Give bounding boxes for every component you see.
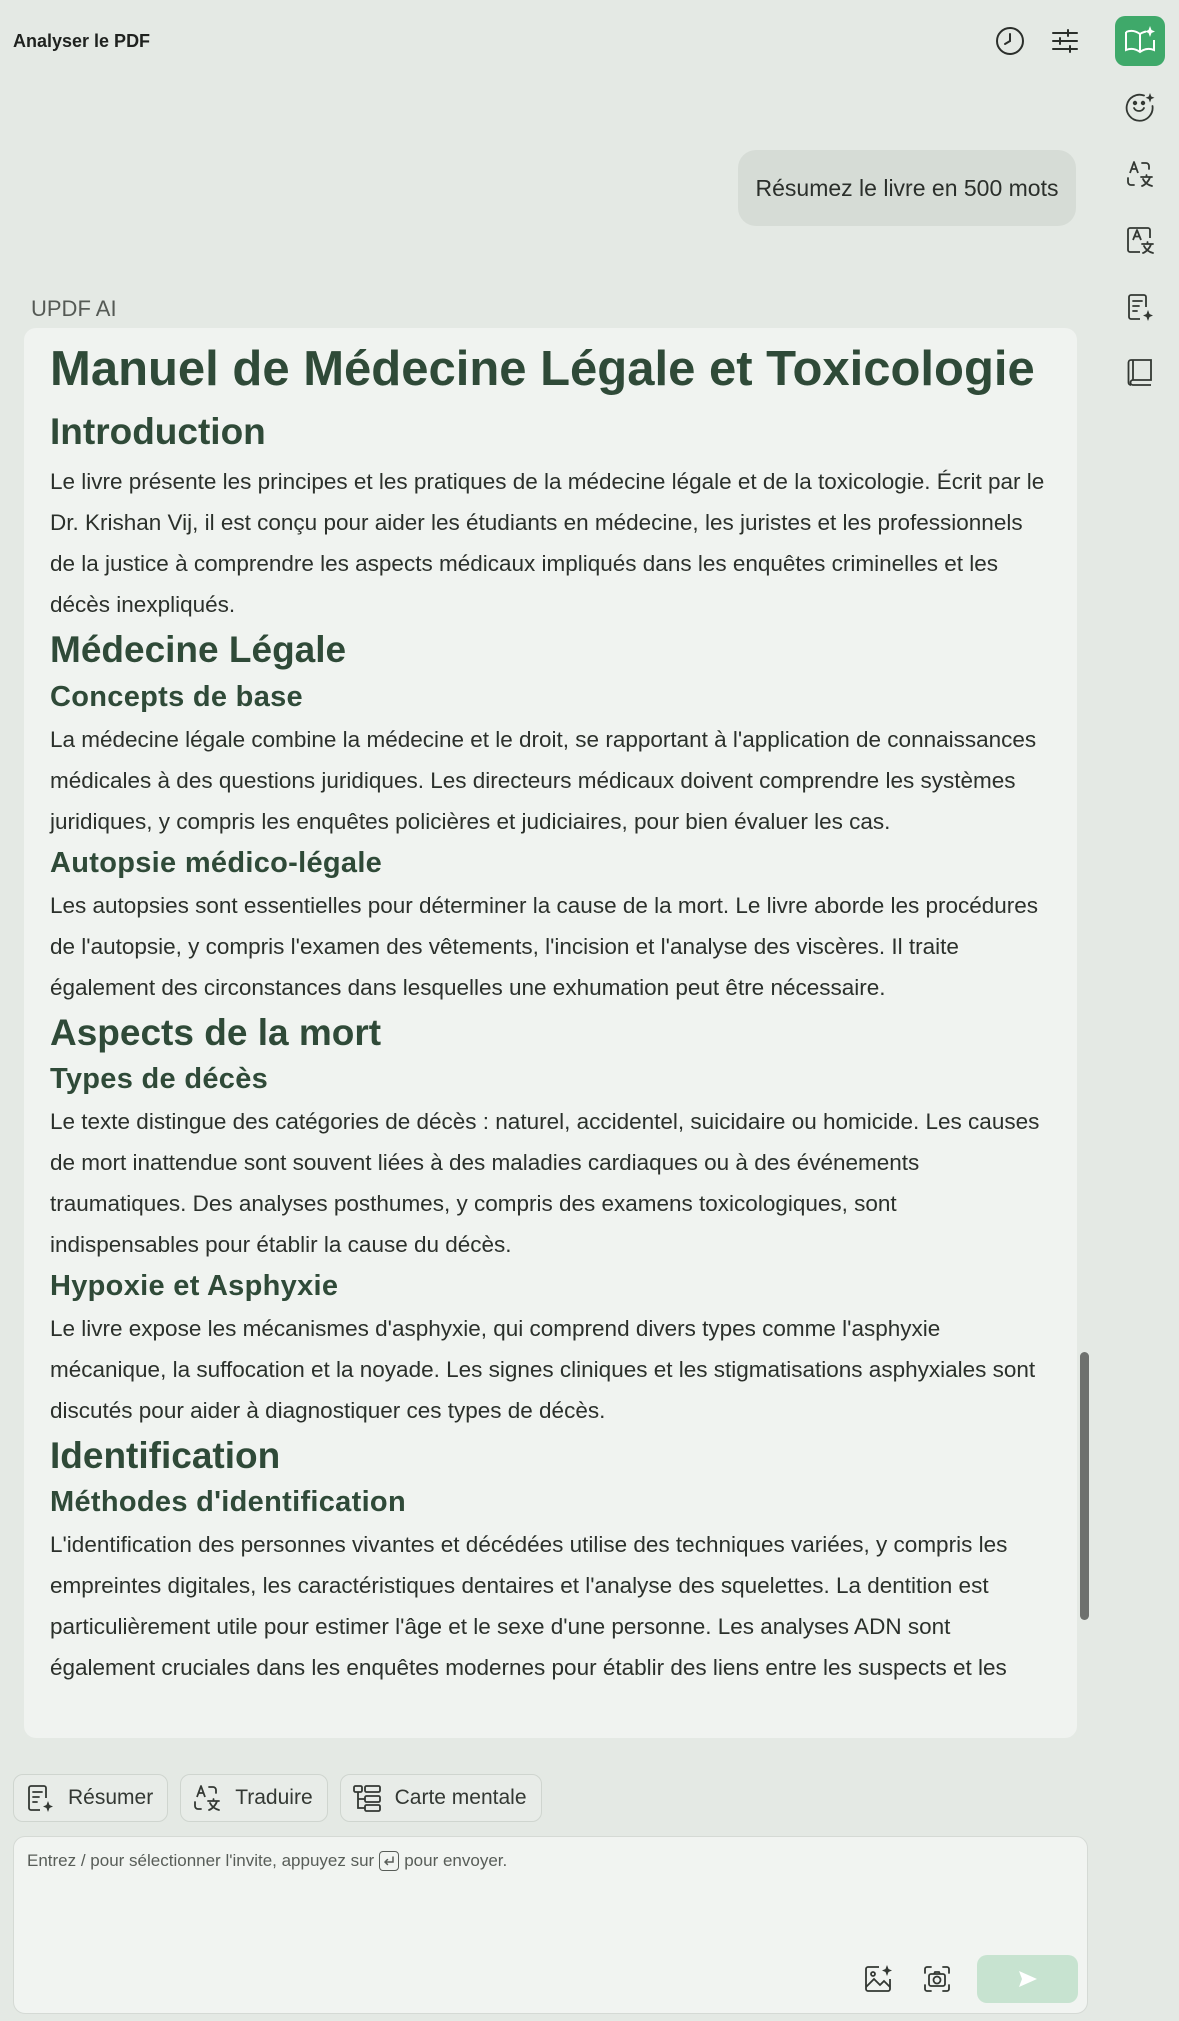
response-heading: Aspects de la mort [50, 1011, 382, 1053]
translate-doc-tool[interactable] [1115, 215, 1165, 265]
sliders-icon[interactable] [1046, 22, 1084, 60]
right-toolbar [1104, 0, 1179, 2021]
prompt-input[interactable] [13, 1836, 1088, 2014]
summarize-button[interactable] [13, 1774, 168, 1822]
translate-icon [191, 1782, 223, 1814]
summarize-tool[interactable] [1115, 282, 1165, 332]
chat-pdf-tool[interactable] [1115, 16, 1165, 66]
translate-button[interactable] [180, 1774, 327, 1822]
placeholder-text-start: Entrez / pour sélectionner l'invite, appuyez sur [27, 1851, 375, 1870]
response-subheading: Méthodes d'identification [50, 1486, 406, 1519]
mindmap-label: Carte mentale [394, 1786, 527, 1809]
book-tool[interactable] [1115, 347, 1165, 397]
header [0, 0, 1104, 84]
translate-icon [1124, 158, 1156, 190]
send-button[interactable] [977, 1955, 1078, 2003]
camera-icon[interactable] [919, 1961, 955, 1997]
mindmap-button[interactable] [340, 1774, 542, 1822]
response-subheading: Concepts de base [50, 680, 303, 713]
send-icon [1016, 1967, 1040, 1991]
summarize-icon [24, 1782, 56, 1814]
response-paragraph: Le livre présente les principes et les pratiques de la médecine légale et de la toxicologie. Écrit par le Dr. Krishan Vij, il est conçu pour aider les étudiants en médecine, les juristes et les professionnels de la justice à comprendre les aspects médicaux impliqués dans les enquêtes criminelles et les décès inexpliqués. [50, 469, 1045, 618]
ai-assistant-tool[interactable] [1115, 82, 1165, 132]
response-subheading: Types de décès [50, 1063, 269, 1096]
response-heading: Identification [50, 1434, 281, 1476]
ai-assistant-icon [1124, 91, 1156, 123]
response-paragraph: La médecine légale combine la médecine et le droit, se rapportant à l'application de connaissances médicales à des questions juridiques. Les directeurs médicaux doivent comprendre les systèmes juridiques, y compris les enquêtes policières et judiciaires, pour bien évaluer les cas. [50, 726, 1037, 834]
summarize-icon [1124, 291, 1156, 323]
response-paragraph: Le livre expose les mécanismes d'asphyxie, qui comprend divers types comme l'asphyxie mécanique, la suffocation et la noyade. Les signes cliniques et les stigmatisations asphyxiales sont discutés pour aider à diagnostiquer ces types de décès. [50, 1315, 1036, 1423]
response-subheading: Autopsie médico-légale [50, 846, 383, 879]
translate-doc-icon [1124, 224, 1156, 256]
panel-title: Analyser le PDF [13, 31, 151, 51]
response-paragraph: L'identification des personnes vivantes et décédées utilise des techniques variées, y compris les empreintes digitales, les caractéristiques dentaires et l'analyse des squelettes. La dentition est particulièrement utile pour estimer l'âge et le sexe d'une personne. Les analyses ADN sont également cruciales dans les enquêtes modernes pour établir des liens entre les suspects et les [50, 1532, 1008, 1681]
placeholder-text-end: pour envoyer. [404, 1851, 508, 1870]
response-heading: Médecine Légale [50, 629, 347, 671]
ai-image-icon[interactable] [860, 1961, 896, 1997]
response-title: Manuel de Médecine Légale et Toxicologie [50, 342, 1035, 396]
assistant-label: UPDF AI [31, 296, 117, 321]
scrollbar-thumb[interactable] [1080, 1352, 1089, 1620]
summarize-label: Résumer [68, 1786, 154, 1809]
quick-actions [13, 1774, 542, 1822]
enter-key-icon [379, 1851, 399, 1871]
translate-tool[interactable] [1115, 149, 1165, 199]
user-message-text: Résumez le livre en 500 mots [755, 174, 1059, 201]
assistant-response-card [24, 328, 1077, 1738]
response-heading: Introduction [50, 410, 266, 452]
response-paragraph: Les autopsies sont essentielles pour déterminer la cause de la mort. Le livre aborde les procédures de l'autopsie, y compris l'examen des vêtements, l'incision et l'analyse des viscères. Il traite également des circonstances dans lesquelles une exhumation peut être nécessaire. [50, 892, 1039, 1000]
translate-label: Traduire [235, 1786, 313, 1809]
response-subheading: Hypoxie et Asphyxie [50, 1269, 339, 1302]
book-icon [1124, 356, 1156, 388]
clock-icon[interactable] [991, 22, 1029, 60]
user-message-bubble [738, 150, 1076, 226]
response-paragraph: Le texte distingue des catégories de décès : naturel, accidentel, suicidaire ou homicide. Les causes de mort inattendue sont souvent liées à des maladies cardiaques ou à des événements traumatiques. Des analyses posthumes, y compris des examens toxicologiques, sont indispensables pour établir la cause du décès. [50, 1108, 1040, 1257]
chat-pdf-icon [1123, 24, 1157, 58]
prompt-placeholder [27, 1851, 507, 1871]
mindmap-icon [351, 1782, 383, 1814]
